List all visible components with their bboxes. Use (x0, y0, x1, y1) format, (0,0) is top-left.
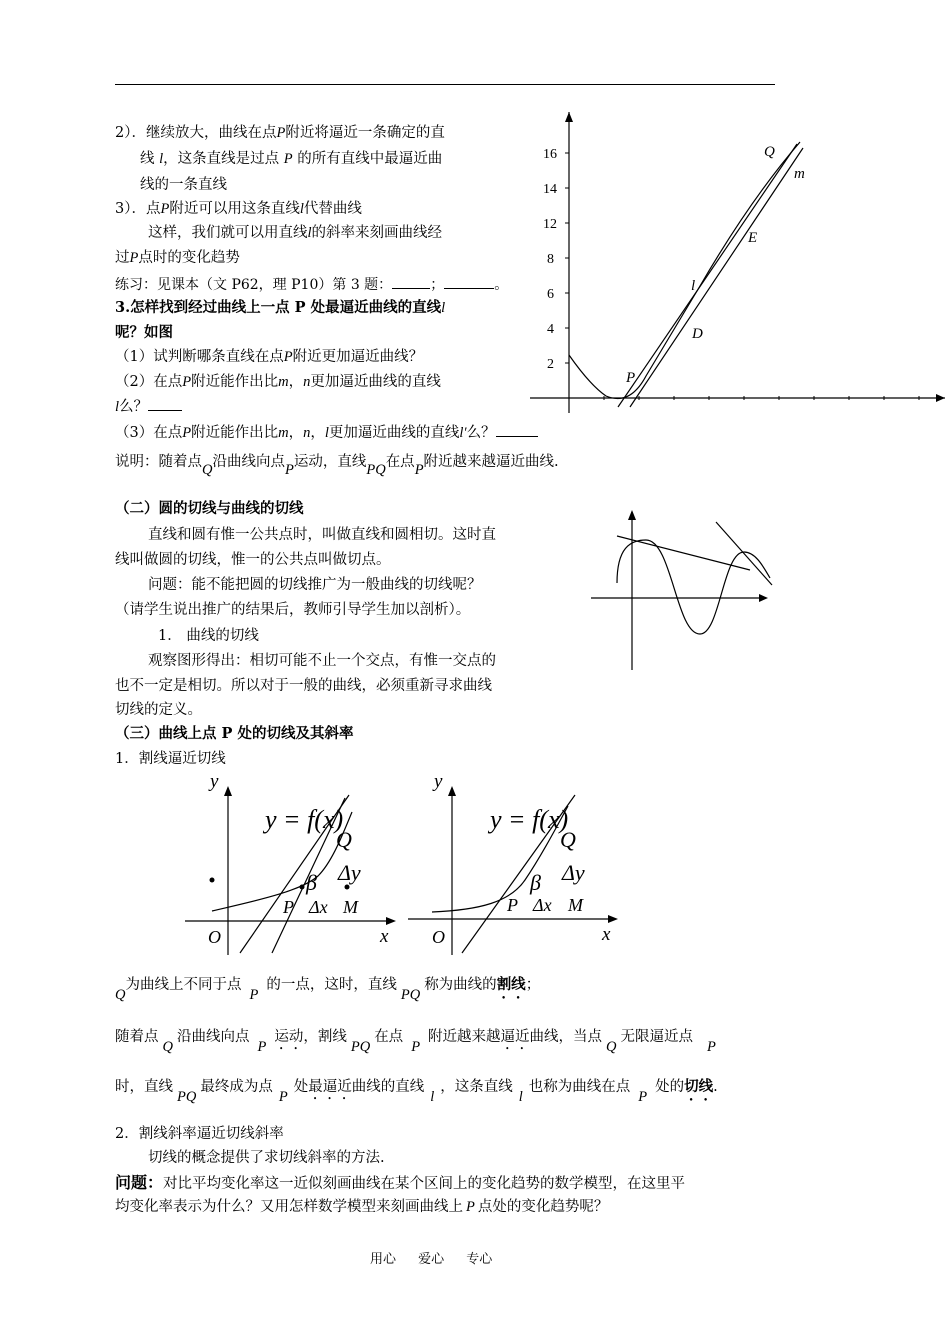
para-2-line3: 线的一条直线 (140, 177, 227, 193)
graph1-label-D: D (692, 326, 703, 342)
question-line: 问题：对比平均变化率这一近似刻画曲线在某个区间上的变化趋势的数学模型，在这里平 (115, 1173, 686, 1192)
secant-figure-right (408, 771, 618, 955)
question-3: 3.怎样找到经过曲线上一点 P 处最逼近曲线的直线l (115, 299, 446, 316)
fig-left-dot-3 (345, 885, 350, 890)
question-line2: 均变化率表示为什么？又用怎样数学模型来刻画曲线上 P 点处的变化趋势呢？ (115, 1199, 609, 1215)
graph1-tick-12: 12 (543, 217, 557, 232)
item-2: （2）在点P附近能作出比m，n更加逼近曲线的直线 (115, 374, 441, 390)
note-line: 说明：随着点Q沿曲线向点P运动，直线PQ在点P附近越来越逼近曲线. (115, 454, 559, 478)
section3-sub2: 2．割线斜率逼近切线斜率 (115, 1126, 284, 1142)
graph1-tick-6: 6 (547, 287, 554, 302)
item-1: （1）试判断哪条直线在点P附近更加逼近曲线？ (115, 349, 424, 365)
fig-left-origin: O (208, 927, 221, 947)
fig-left-dx: Δx (309, 897, 328, 917)
fig-right-x-label: x (602, 924, 611, 945)
para-4-line2: 过P点时的变化趋势 (115, 250, 240, 266)
section3-sub1: 1．割线逼近切线 (115, 751, 226, 767)
fig-right-beta: β (530, 870, 541, 895)
fig-left-x-label: x (380, 926, 389, 947)
fig-left-dy: Δy (338, 860, 361, 885)
graph1-tick-2: 2 (547, 357, 554, 372)
section2-p4-line2: 也不一定是相切。所以对于一般的曲线，必须重新寻求曲线 (115, 678, 492, 694)
fig-right-dx: Δx (533, 895, 552, 915)
graph1-label-P: P (626, 370, 636, 386)
section2-p2: 问题：能不能把圆的切线推广为一般曲线的切线呢？ (148, 577, 482, 593)
fig-right-P: P (507, 895, 518, 915)
question-3-line2: 呢？如图 (115, 324, 173, 341)
fig-right-origin: O (432, 927, 445, 947)
fig-right-dy: Δy (562, 860, 585, 885)
fig-right-y-label: y (434, 771, 443, 792)
item-2-line2: l么？ (115, 397, 182, 417)
exercise-line: 练习：见课本（文 P62，理 P10）第 3 题： ； 。 (115, 277, 509, 293)
item-3: （3）在点P附近能作出比m，n，l更加逼近曲线的直线l′么？ (115, 423, 538, 443)
section2-p1: 直线和圆有惟一公共点时，叫做直线和圆相切。这时直 (148, 527, 496, 543)
para-3: 3）．点P附近可以用这条直线l代替曲线 (115, 201, 362, 217)
section3-title: （三）曲线上点 P 处的切线及其斜率 (115, 725, 354, 742)
graph1-label-l: l (691, 278, 696, 294)
graph1-tick-8: 8 (547, 252, 554, 267)
graph1-label-E: E (748, 230, 758, 246)
secant-figure-left (185, 771, 396, 955)
section2-p1-line2: 线叫做圆的切线，惟一的公共点叫做切点。 (115, 552, 391, 568)
section3-s4: 切线的概念提供了求切线斜率的方法. (148, 1150, 385, 1166)
fig-left-y-label: y (210, 771, 219, 792)
graph1-label-m: m (794, 166, 805, 182)
section2-p4: 观察图形得出：相切可能不止一个交点，有惟一交点的 (148, 653, 496, 669)
secant-definition: Q为曲线上不同于点P的一点，这时，直线PQ称为曲线的割线； (115, 976, 541, 1003)
para-2: 2）．继续放大，曲线在点P附近将逼近一条确定的直 (115, 125, 445, 141)
section2-p4-line3: 切线的定义。 (115, 702, 202, 718)
section2-sub1: 1． 曲线的切线 (158, 628, 259, 644)
fig-left-Q: Q (336, 827, 352, 852)
section2-title: （二）圆的切线与曲线的切线 (115, 500, 304, 517)
graph1-label-Q: Q (764, 144, 775, 160)
fig-left-M: M (343, 897, 358, 917)
section2-p3: （请学生说出推广的结果后，教师引导学生加以剖析）。 (115, 602, 471, 618)
fig-right-Q: Q (560, 827, 576, 852)
page-footer: 用心 爱心 专心 (370, 1252, 493, 1267)
fig-left-func: y = f(x) (265, 805, 344, 834)
fig-left-dot-2 (300, 885, 305, 890)
fig-left-beta: β (306, 870, 317, 895)
fig-left-P: P (283, 897, 294, 917)
tangent-definition: 时，直线PQ最终成为点P处最逼近曲线的直线l，这条直线l也称为曲线在点P处的切线. (115, 1078, 718, 1105)
fig-right-func: y = f(x) (490, 805, 569, 834)
para-2-line2: 线 l，这条直线是过点 P 的所有直线中最逼近曲 (140, 151, 443, 167)
graph1-tick-16: 16 (543, 147, 557, 162)
graph1-tick-14: 14 (543, 182, 557, 197)
fig-right-M: M (568, 895, 583, 915)
fig-left-dot-1 (210, 878, 215, 883)
para-4: 这样，我们就可以用直线l的斜率来刻画曲线经 (148, 225, 443, 241)
graph1-tick-4: 4 (547, 322, 554, 337)
secant-motion: 随着点Q沿曲线向点P运动，割线PQ在点P附近越来越逼近曲线，当点Q无限逼近点P (115, 1029, 716, 1055)
